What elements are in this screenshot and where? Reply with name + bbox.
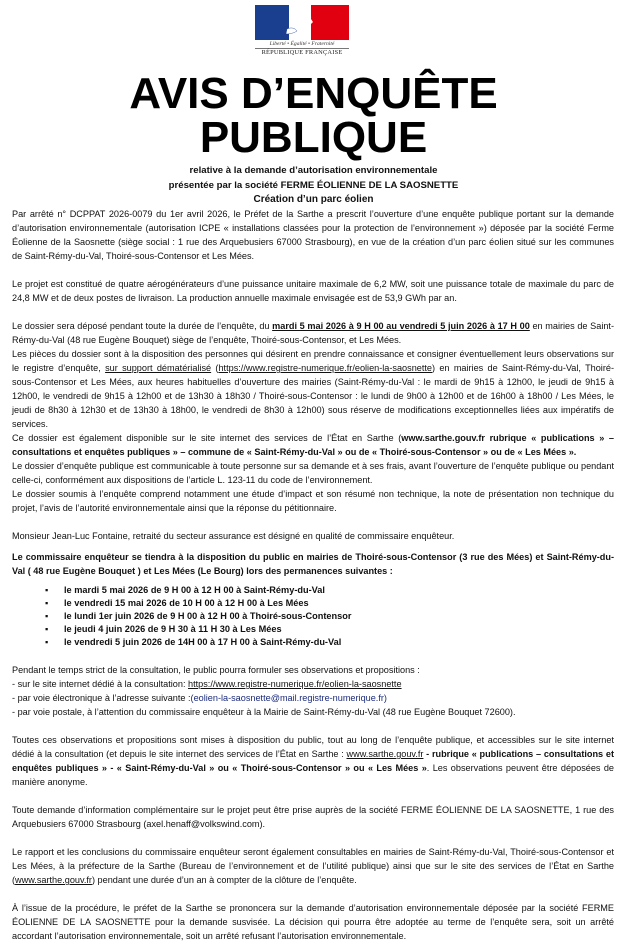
text-segment: - rubrique « publications – consultations et enquêtes publiques » - « Saint-Rémy-du-Val » ou « Thoiré-sous-Contensor » ou « Les Mées »: [12, 749, 614, 773]
text-segment: Monsieur Jean-Luc Fontaine, retraité du secteur assurance est désigné en qualité de commissaire enquêteur.: [12, 531, 455, 541]
text-segment: Par arrêté n° DCPPAT 2026-0079 du 1er avril 2026, le Préfet de la Sarthe a prescrit l’ouverture d’une enquête publique portant sur la demande d’autorisation environnementale (autorisation ICPE « installations classées pour la protection de l’environnement ») déposée par la société Ferme Éolienne de la Saosnette (siège social : 1 rue des Arquebusiers 67000 Strasbourg), en vue de la création d’un parc éolien situé sur les communes de Saint-Rémy-du-Val, Thoiré-sous-Contensor et Les Mées.: [12, 209, 614, 261]
republique-francaise-logo: [255, 5, 349, 56]
permanence-text: le vendredi 15 mai 2026 de 10 H 00 à 12 H 00 à Les Mées: [64, 598, 309, 608]
text-segment: Le rapport et les conclusions du commissaire enquêteur seront également consultables en mairies de Saint-Rémy-du-Val, Thoiré-sous-Contensor et Les Mées, à la préfecture de la Sarthe (Bureau de l’environnement et de l’utilité publique) ainsi que sur le site des services de l’État en Sarthe (: [12, 847, 614, 885]
paragraphs-before: [12, 207, 614, 578]
text-segment: - sur le site internet dédié à la consultation:: [12, 679, 189, 689]
marianne-profile-icon: [285, 7, 315, 40]
subtitle: [0, 164, 627, 208]
text-segment: Le dossier sera déposé pendant toute la durée de l’enquête, du: [12, 321, 273, 331]
permanences-list: [12, 584, 614, 649]
title-line-1: AVIS D’ENQUÊTE: [129, 69, 498, 118]
text-segment: (eolien-la-saosnette@mail.registre-numerique.fr): [190, 693, 387, 703]
text-segment: - par voie électronique à l’adresse suivante :: [12, 693, 191, 703]
text-segment: Toute demande d’information complémentaire sur le projet peut être prise auprès de la société FERME ÉOLIENNE DE LA SAOSNETTE, 1 rue des Arquebusiers 67000 Strasbourg (axel.henaff@volkswind.com).: [12, 805, 614, 829]
bullet-icon: ▪: [45, 585, 49, 595]
text-segment: sur support dématérialisé: [105, 363, 212, 373]
text-segment: mardi 5 mai 2026 à 9 H 00 au vendredi 5 juin 2026 à 17 H 00: [272, 321, 530, 331]
text-segment: Les pièces du dossier sont à la disposition des personnes qui désirent en prendre connaissance et consigner éventuellement leurs observations sur le registre d’enquête,: [12, 349, 614, 373]
permanence-text: le vendredi 5 juin 2026 de 14H 00 à 17 H 00 à Saint-Rémy-du-Val: [64, 637, 342, 647]
permanence-item: [12, 584, 614, 597]
paragraph: [12, 803, 614, 831]
permanence-item: [12, 623, 614, 636]
text-segment: ) en mairies de Saint-Rémy-du-Val, Thoiré-sous-Contensor et Les Mées, aux heures habituelles d’ouverture des mairies (Saint-Rémy-du-Val : le mardi de 9h15 à 12h00, le jeudi de 9h15 à 12h00, le vendredi de 9h15 à 12h00 et de 13h30 à 18h30 / Thoiré-sous-Contensor : le lundi de 9h00 à 12h00 et de 16h00 à 18h00 / Les Mées, le jeudi de 8h30 à 12h30 et de 13h30 à 18h00, le vendredi de 8h30 à 12h00) sous réserve de modifications exceptionnelles liées aux impératifs de services.: [12, 363, 614, 429]
paragraph: [12, 319, 614, 347]
paragraphs-after: [12, 663, 614, 943]
text-segment: (: [211, 363, 219, 373]
text-segment: Toutes ces observations et propositions sont mises à disposition du public, tout au long de l’enquête publique, et accessibles sur le site internet dédié à la consultation (et depuis le site internet des services de l’État en Sarthe :: [12, 735, 614, 759]
text-segment: . Les observations peuvent être déposées de manière anonyme.: [12, 763, 614, 787]
notice-body: [12, 207, 614, 943]
paragraph: [12, 431, 614, 459]
logo-motto: Liberté • Égalité • Fraternité: [255, 41, 349, 49]
text-segment: www.sarthe.gouv.fr rubrique « publications » – consultations et enquêtes publiques » – commune de « Saint-Rémy-du-Val » ou de « Thoiré-sous-Contensor » ou de « Les Mées ».: [12, 433, 614, 457]
permanence-item: [12, 636, 614, 649]
text-segment: À l’issue de la procédure, le préfet de la Sarthe se prononcera sur la demande d’autorisation environnementale déposée par la société FERME ÉOLIENNE DE LA SAOSNETTE pour la demande susvisée. La décision qui pourra être adoptée au terme de l’enquête sera, soit un arrêté accordant l’autorisation environnementale, soit un arrêté refusant l’autorisation environnementale.: [12, 903, 614, 941]
paragraph: [12, 733, 614, 789]
paragraph: [12, 459, 614, 487]
bullet-icon: ▪: [45, 624, 49, 634]
link[interactable]: www.sarthe.gouv.fr: [346, 749, 424, 759]
paragraph: [12, 663, 614, 677]
bullet-icon: ▪: [45, 598, 49, 608]
paragraph: [12, 691, 614, 705]
paragraph: [12, 487, 614, 515]
paragraph: [12, 347, 614, 431]
paragraph: [12, 550, 614, 578]
title-line-2: PUBLIQUE: [199, 113, 428, 162]
permanence-item: [12, 597, 614, 610]
paragraph: [12, 901, 614, 943]
permanence-text: le jeudi 4 juin 2026 de 9 H 30 à 11 H 30 à Les Mées: [64, 624, 282, 634]
text-segment: - par voie postale, à l’attention du commissaire enquêteur à la Mairie de Saint-Rémy-du-Val (48 rue Eugène Bouquet 72600).: [12, 707, 516, 717]
logo-name: RÉPUBLIQUE FRANÇAISE: [261, 49, 343, 56]
bullet-icon: ▪: [45, 637, 49, 647]
subtitle-line: Création d’un parc éolien: [253, 194, 374, 205]
text-segment: Pendant le temps strict de la consultation, le public pourra formuler ses observations et propositions :: [12, 665, 420, 675]
text-segment: ) pendant une durée d’un an à compter de la clôture de l’enquête.: [91, 875, 357, 885]
page-title: [0, 69, 627, 162]
text-segment: Le projet est constitué de quatre aérogénérateurs d’une puissance unitaire maximale de 6,2 MW, soit une puissance totale de maximale du parc de 24,8 MW et de deux postes de livraison. La production annuelle maximale envisagée est de 53,9 GWh par an.: [12, 279, 614, 303]
link[interactable]: www.sarthe.gouv.fr: [15, 875, 92, 885]
bullet-icon: ▪: [45, 611, 49, 621]
permanence-text: le lundi 1er juin 2026 de 9 H 00 à 12 H 00 à Thoiré-sous-Contensor: [64, 611, 352, 621]
link[interactable]: https://www.registre-numerique.fr/eolien-la-saosnette: [218, 363, 432, 373]
link[interactable]: https://www.registre-numerique.fr/eolien-la-saosnette: [188, 679, 402, 689]
paragraph: [12, 677, 614, 691]
paragraph: [12, 705, 614, 719]
subtitle-line: présentée par la société FERME ÉOLIENNE DE LA SAOSNETTE: [168, 179, 459, 191]
paragraph: [12, 529, 614, 543]
paragraph: [12, 845, 614, 887]
paragraph: [12, 207, 614, 263]
permanence-text: le mardi 5 mai 2026 de 9 H 00 à 12 H 00 à Saint-Rémy-du-Val: [64, 585, 325, 595]
text-segment: Le dossier soumis à l’enquête comprend notamment une étude d’impact et son résumé non technique, la note de présentation non technique du projet, l’avis de l’autorité environnementale ainsi que la réponse du pétitionnaire.: [12, 489, 614, 513]
permanence-item: [12, 610, 614, 623]
subtitle-line: relative à la demande d’autorisation environnementale: [189, 165, 438, 176]
text-segment: Ce dossier est également disponible sur le site internet des services de l’État en Sarthe (: [12, 433, 402, 443]
text-segment: en mairies de Saint-Rémy-du-Val (48 rue Eugène Bouquet) siège de l’enquête, Thoiré-sous-Contensor, et Les Mées.: [12, 321, 615, 345]
paragraph: [12, 277, 614, 305]
text-segment: Le dossier d’enquête publique est communicable à toute personne sur sa demande et à ses frais, avant l’ouverture de l’enquête publique ou pendant celle-ci, conformément aux dispositions de l’article L. 123-11 du code de l’environnement.: [12, 461, 614, 485]
text-segment: Le commissaire enquêteur se tiendra à la disposition du public en mairies de Thoiré-sous-Contensor (3 rue des Mées) et Saint-Rémy-du-Val ( 48 rue Eugène Bouquet ) et Les Mées (Le Bourg) lors des permanences suivantes :: [12, 552, 614, 576]
